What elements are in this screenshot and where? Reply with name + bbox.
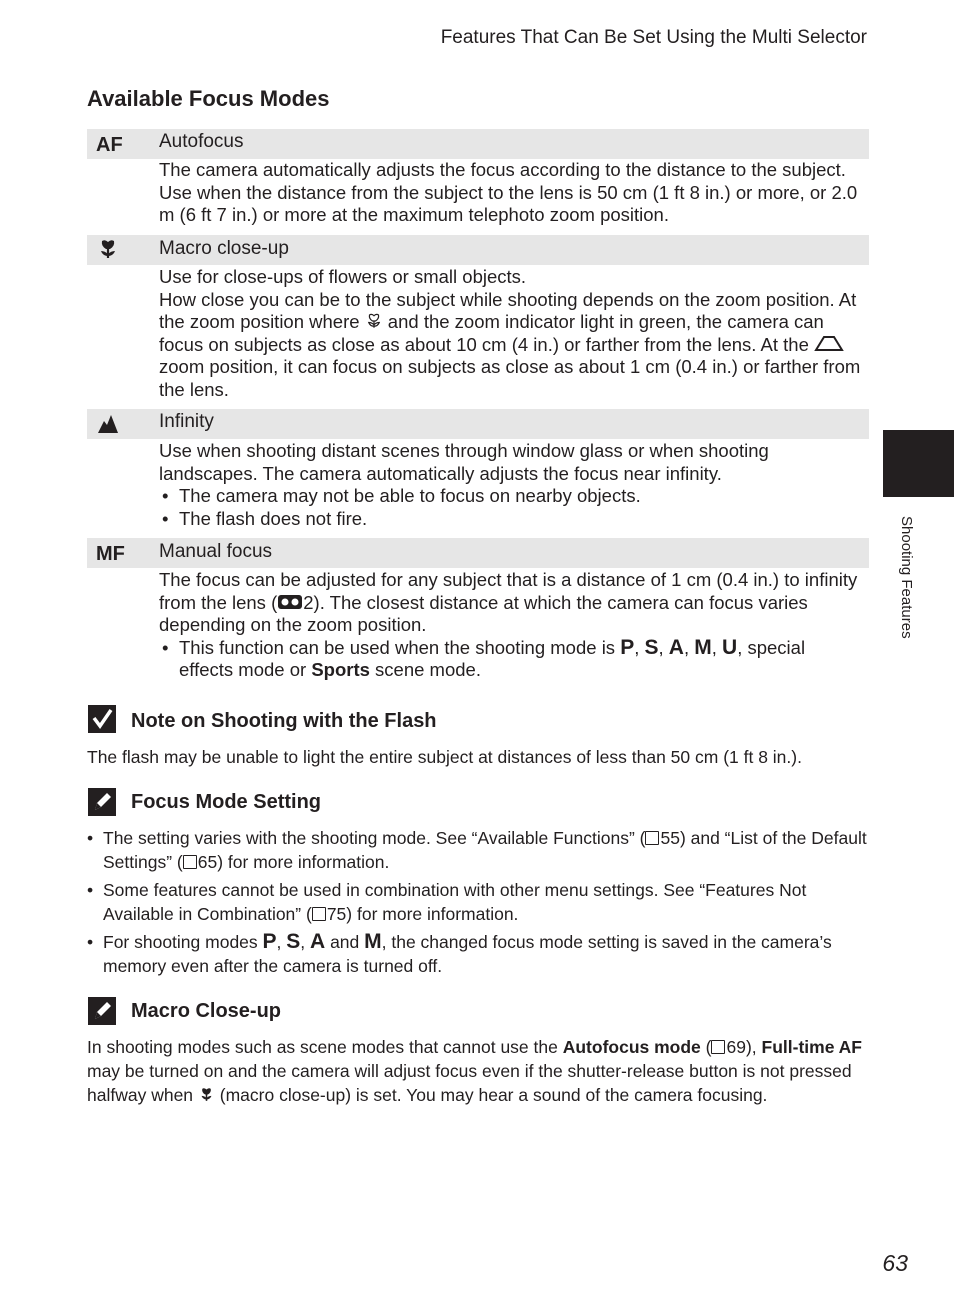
infinity-bullet-2: • The flash does not fire. xyxy=(159,508,864,531)
macro-text-c: zoom position, it can focus on subjects as close as about 1 cm (0.4 in.) or farther from the lens. xyxy=(159,356,861,400)
mode-u-icon: U xyxy=(722,635,738,659)
checkmark-note-icon xyxy=(88,705,116,733)
mc-ref: 69 xyxy=(726,1037,746,1057)
reference-section-icon xyxy=(277,594,303,610)
book-ref-icon xyxy=(645,831,659,845)
focus-mode-bullet-2 xyxy=(87,878,867,926)
infinity-bullet-1: • The camera may not be able to focus on nearby objects. xyxy=(159,485,864,508)
pencil-note-icon xyxy=(88,788,116,816)
mc-b: may be turned on and the camera will adjust focus even if the shutter-release button is not pressed halfway when xyxy=(87,1061,852,1105)
mode-text-macro xyxy=(159,266,864,401)
mode-name-autofocus: Autofocus xyxy=(159,131,244,152)
infinity-description: Use when shooting distant scenes through window glass or when shooting landscapes. The camera automatically adjusts the focus near infinity. xyxy=(159,440,769,484)
manual-focus-icon xyxy=(96,540,126,566)
fm-b1c: ) for more information. xyxy=(217,852,390,872)
mc-bold2: Full-time AF xyxy=(761,1037,862,1057)
fm-b3b: , the changed focus mode setting is saved in the camera’s memory even after the camera is turned off. xyxy=(103,932,832,976)
mc-a: In shooting modes such as scene modes that cannot use the xyxy=(87,1037,563,1057)
focus-mode-bullet-1 xyxy=(87,826,867,874)
macro-outline-icon xyxy=(365,312,383,330)
fm-b3and: and xyxy=(325,932,365,952)
fm-b3a: For shooting modes xyxy=(103,932,263,952)
macro-note-text: In shooting modes such as scene modes that cannot use the Autofocus mode ( 69), Full-time AF may be turned on and the camera will adjust focus even if the shutter-release button is not pressed halfway when (macro close-up) is set. You may hear a sound of the camera focusing. xyxy=(87,1037,862,1105)
svg-text:MF: MF xyxy=(96,543,125,564)
mode-m-icon: M xyxy=(694,635,712,659)
macro-text-b: and the zoom indicator light in green, the camera can focus on subjects as close as about 10 cm (4 in.) or farther from the lens. At the xyxy=(159,311,824,355)
manual-bullet-c: scene mode. xyxy=(369,659,481,680)
fm-b1a: The setting varies with the shooting mode. See “Available Functions” ( xyxy=(103,828,646,848)
manual-bullet-b: , special effects mode or xyxy=(179,636,806,680)
mode-name-macro: Macro close-up xyxy=(159,238,289,259)
mode-p-icon: P xyxy=(620,635,635,659)
autofocus-icon xyxy=(96,131,126,157)
note-body-focus-mode xyxy=(87,826,867,982)
chapter-label-text: Shooting Features xyxy=(898,516,915,639)
fm-b1b: ) and “List of the Default Settings” ( xyxy=(103,828,867,872)
macro-flower-icon xyxy=(96,237,126,263)
mode-name-manual: Manual focus xyxy=(159,541,273,562)
book-ref-icon xyxy=(183,855,197,869)
book-ref-icon xyxy=(312,907,326,921)
macro-flower-icon xyxy=(198,1086,215,1103)
autofocus-description: The camera automatically adjusts the focus according to the distance to the subject. Use when the distance from the subject to the lens is 50 cm (1 ft 8 in.) or more, or 2.0 m (6 ft 7 in.) or more at the maximum telephoto zoom position. xyxy=(159,159,858,225)
macro-line2 xyxy=(159,289,864,402)
svg-text:AF: AF xyxy=(96,134,123,155)
macro-text-a: How close you can be to the subject while shooting depends on the zoom position. At the zoom position where xyxy=(159,288,857,332)
running-header: Features That Can Be Set Using the Multi Selector xyxy=(440,27,867,48)
book-ref-icon xyxy=(711,1040,725,1054)
mode-s-icon: S xyxy=(286,930,301,953)
chapter-tab xyxy=(883,430,954,497)
manual-description xyxy=(159,569,864,637)
manual-bullet-bold: Sports xyxy=(311,659,370,680)
mode-name-infinity: Infinity xyxy=(159,411,214,432)
manual-ref: 2 xyxy=(303,591,314,613)
fm-b2b: ) for more information. xyxy=(346,904,519,924)
mode-text-autofocus xyxy=(159,159,864,227)
mode-a-icon: A xyxy=(668,635,684,659)
manual-bullet-a: This function can be used when the shooting mode is xyxy=(179,636,621,658)
fm-b2a: Some features cannot be used in combination with other menu settings. See “Features Not Available in Combination” ( xyxy=(103,880,807,924)
mode-a-icon: A xyxy=(310,930,326,953)
macro-line1: Use for close-ups of flowers or small objects. xyxy=(159,266,527,287)
note-body-flash xyxy=(87,745,867,773)
note-title-macro: Macro Close-up xyxy=(131,1000,282,1022)
pencil-note-icon xyxy=(88,997,116,1025)
fm-b2ref: 75 xyxy=(326,904,347,924)
infinity-mountain-icon xyxy=(96,411,126,437)
focus-mode-bullet-3: • For shooting modes P, S, A and M, the changed focus mode setting is saved in the camera’s memory even after the camera is turned off. xyxy=(87,930,867,978)
note-body-macro xyxy=(87,1035,867,1111)
note-title-flash: Note on Shooting with the Flash xyxy=(131,710,437,732)
manual-text-a: The focus can be adjusted for any subject that is a distance of 1 cm (0.4 in.) to infinity from the lens ( xyxy=(159,569,858,613)
mode-text-manual xyxy=(159,569,864,682)
mc-bold1: Autofocus mode xyxy=(562,1037,701,1057)
mode-text-infinity xyxy=(159,440,864,530)
manual-bullet: • This function can be used when the shooting mode is P, S, A, M, U, special effects mode or Sports scene mode. xyxy=(159,637,864,682)
flash-note-text: The flash may be unable to light the entire subject at distances of less than 50 cm (1 ft 8 in.). xyxy=(87,747,802,767)
section-title: Available Focus Modes xyxy=(87,86,330,111)
mode-p-icon: P xyxy=(262,930,277,953)
note-title-focus-mode: Focus Mode Setting xyxy=(131,791,321,813)
fm-b1ref1: 55 xyxy=(660,828,680,848)
mode-m-icon: M xyxy=(364,930,382,953)
wide-angle-icon xyxy=(814,334,844,352)
manual-text-b: ). The closest distance at which the camera can focus varies depending on the zoom position. xyxy=(159,591,808,635)
chapter-label xyxy=(897,516,917,676)
page-number: 63 xyxy=(882,1250,908,1276)
mc-c: (macro close-up) is set. You may hear a sound of the camera focusing. xyxy=(214,1085,768,1105)
fm-b1ref2: 65 xyxy=(197,852,218,872)
mode-s-icon: S xyxy=(644,635,659,659)
